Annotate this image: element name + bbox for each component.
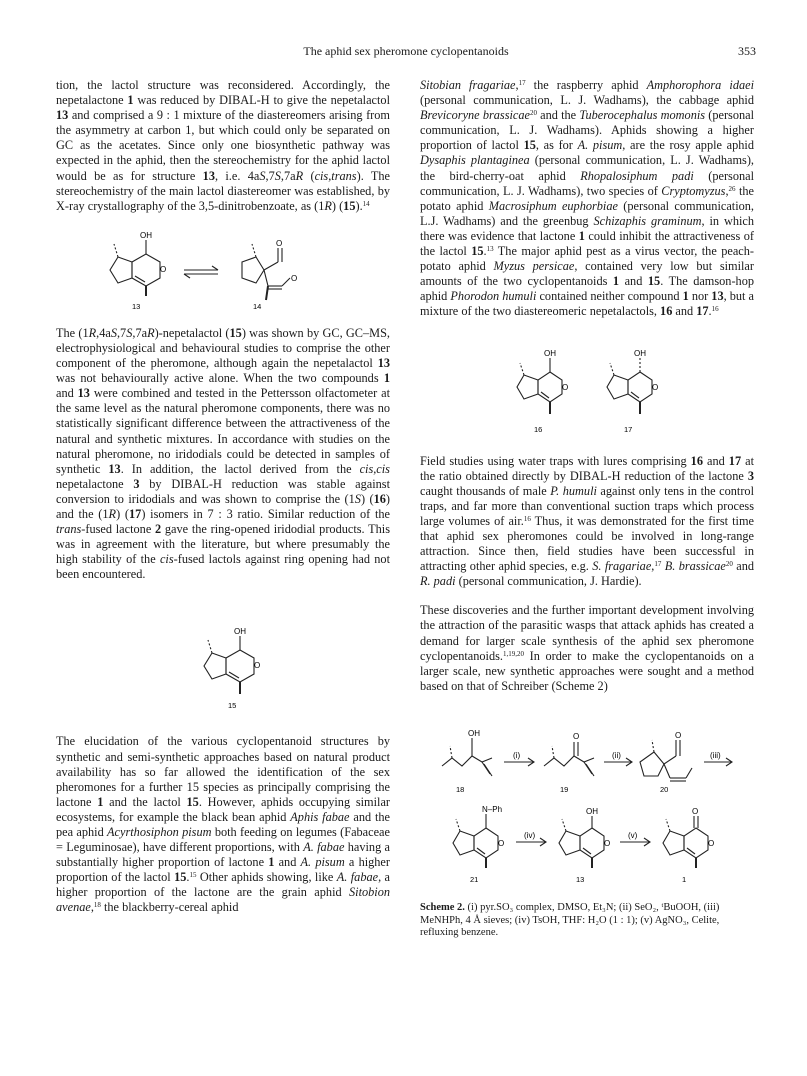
s1-number: 1 xyxy=(682,874,687,884)
step-ii-label: (ii) xyxy=(612,750,621,760)
paragraph-discoveries: These discoveries and the further important development involving the attraction of the parasitic wasps that attack aphids has created a demand for larger scale synthesis of the aphid sex pheromone cyclopentanoids.$^{1,19,20}$ In order to make the cyclopentanoids on a larger scale, new synthetic approaches were sought and a method based on that of Schreiber (Scheme 2) xyxy=(420,603,754,693)
step-iii-label: (iii) xyxy=(710,750,721,760)
paragraph-aphid-species: Sitobian fragariae,$^{17}$ the raspberry aphid Amphorophora idaei (personal communication, L. J. Wadhams), the cabbage aphid Brevicoryne brassicae$^{20}$ and the Tuberocephalus momonis (personal communication, L. J. Wadhams). Aphids showing a higher proportion of lactol 15, as for A. pisum, are the rosy apple aphid Dysaphis plantaginea (personal communication, L. J. Wadhams), the bird-cherry-oat aphid Rhopalosiphum padi (personal communication, L. J. Wadhams), two species of Cryptomyzus,$^{26}$ the potato aphid Macrosiphum euphorbiae (personal communication, L.J. Wadhams) and the greenbug Schizaphis graminum, in which there was evidence that lactone 1 could inhibit the attractiveness of the lactol 15.13 The major aphid pest as a virus vector, the peach-potato aphid Myzus persicae, contained very low but similar amounts of the two cyclopentanoids 1 and 15. The damson-hop aphid Phorodon humuli contained neither compound 1 nor 13, but a mixture of the two diastereomeric nepetalactols, 16 and 17.16 xyxy=(420,78,755,319)
running-header xyxy=(56,44,756,62)
scheme-2-caption-label: Scheme 2. xyxy=(420,901,465,913)
paragraph-nepetalactol-15: The (1R,4aS,7S,7aR)-nepetalactol (15) was shown by GC, GC–MS, electrophysiological and behavioural studies to comprise the other component of the pheromone, although again the nepetalactol 13 was not behaviourally active alone. When the two compounds 1 and 13 were combined and tested in the Pettersson olfactometer at the same level as the natural pheromone components, there was no statistically significant difference between the attractiveness of the natural and synthetic mixtures. In accordance with studies on the natural pheromone, no iridodials could be detected in samples of synthetic 13. In addition, the lactol derived from the cis,cis nepetalactone 3 by DIBAL-H reduction was stable against conversion to iridodials and was shown to comprise the (1S) (16) and the (1R) (17) isomers in 7 : 3 ratio. Similar reduction of the trans-fused lactone 2 gave the ring-opened iridodial products. This was in agreement with the literature, but where presumably the high stability of the cis-fused lactols against ring opening had not been encountered. xyxy=(56,325,391,582)
scheme-2-caption xyxy=(420,902,754,940)
s14-o2-label: O xyxy=(291,273,298,283)
running-title: The aphid sex pheromone cyclopentanoids xyxy=(303,44,509,58)
s17-number: 17 xyxy=(624,424,633,434)
s14-o1-label: O xyxy=(276,238,283,248)
s15-o-label: O xyxy=(254,661,261,671)
s18-oh-label: OH xyxy=(468,728,480,738)
s13b-oh-label: OH xyxy=(586,806,598,816)
s1-o1-label: O xyxy=(692,806,699,816)
s17-oh-label: OH xyxy=(634,348,646,358)
s19-o-label: O xyxy=(573,731,580,741)
s19-number: 19 xyxy=(560,784,569,794)
s16-number: 16 xyxy=(534,424,543,434)
s13b-number: 13 xyxy=(576,874,585,884)
page-number: 353 xyxy=(738,44,756,58)
s15-oh-label: OH xyxy=(234,627,246,637)
s13-oh-label: OH xyxy=(140,230,152,240)
step-v-label: (v) xyxy=(628,830,638,840)
paragraph-elucidation: The elucidation of the various cyclopentanoid structures by synthetic and semi-synthetic approaches based on natural product availability has so far allowed the identification of the sex pheromones for a further 15 species as principally comprising the lactone 1 and the lactol 15. However, aphids occupying similar ecosystems, for example the black bean aphid Aphis fabae and the pea aphid Acyrthosiphon pisum both feeding on legumes (Fabaceae = Leguminosae), have different proportions, with A. fabae having a substantially higher proportion of lactone 1 and A. pisum a higher proportion of the lactol 15.15 Other aphids showing, like A. fabae, a higher proportion of the lactone are the grain aphid Sitobion avenae,$^{18}$ the blackberry-cereal aphid xyxy=(56,734,391,915)
s15-number: 15 xyxy=(228,701,237,711)
paragraph-lactol-reconsidered: tion, the lactol structure was reconsidered. Accordingly, the nepetalactone 1 was reduced by DIBAL-H to give the nepetalactol 13 and comprised a 9 : 1 mixture of the diastereomers arising from the asymmetry at carbon 1, but which could only be separated on GC as the acetates. Since only one biosynthetic pathway was expected in the aphid, then the stereochemistry for the aphid lactol would be as for structure 13, i.e. 4aS,7S,7aR (cis,trans). The stereochemistry of the main lactol diastereomer was established, by X-ray crystallography of the 3,5-dinitrobenzoate, as (1R) (15).$^{14}$ xyxy=(56,78,391,213)
step-iv-label: (iv) xyxy=(524,830,536,840)
s1-o2-label: O xyxy=(708,838,715,848)
s17-o-label: O xyxy=(652,382,659,392)
structure-15 xyxy=(56,612,390,720)
s21-nph-label: N–Ph xyxy=(482,804,503,814)
right-column xyxy=(420,78,754,940)
s18-number: 18 xyxy=(456,784,465,794)
step-i-label: (i) xyxy=(513,750,521,760)
s21-number: 21 xyxy=(470,874,479,884)
structures-16-17 xyxy=(420,336,754,440)
s20-o-label: O xyxy=(675,730,682,740)
structures-13-14 xyxy=(56,214,390,312)
s13-number: 13 xyxy=(132,301,141,311)
left-column xyxy=(56,78,390,916)
s13b-o-label: O xyxy=(604,838,611,848)
s20-number: 20 xyxy=(660,784,669,794)
s21-o-label: O xyxy=(498,838,505,848)
s13-o-label: O xyxy=(160,264,167,274)
scheme-2 xyxy=(420,712,754,898)
scheme-2-caption-text: (i) pyr.SO₃ complex, DMSO, Et₃N; (ii) SeO₂, ᵗBuOOH, (iii) MeNHPh, 4 Å sieves; (iv) TsOH, THF: H₂O (1 : 1); (v) AgNO₃, Celite, refluxing benzene. xyxy=(420,901,720,939)
s16-o-label: O xyxy=(562,382,569,392)
s14-number: 14 xyxy=(253,301,262,311)
s16-oh-label: OH xyxy=(544,348,556,358)
paragraph-field-studies: Field studies using water traps with lures comprising 16 and 17 at the ratio obtained directly by DIBAL-H reduction of the lactone 3 caught thousands of male P. humuli against only tens in the control traps, and far more than conventional suction traps which process large volumes of air.$^{16}$ Thus, it was demonstrated for the first time that aphid sex pheromones could be involved in long-range attraction. Since then, field studies have been successful in attracting other aphid species, e.g. S. fragariae,$^{17}$ B. brassicae$^{20}$ and R. padi (personal communication, J. Hardie). xyxy=(420,453,755,589)
